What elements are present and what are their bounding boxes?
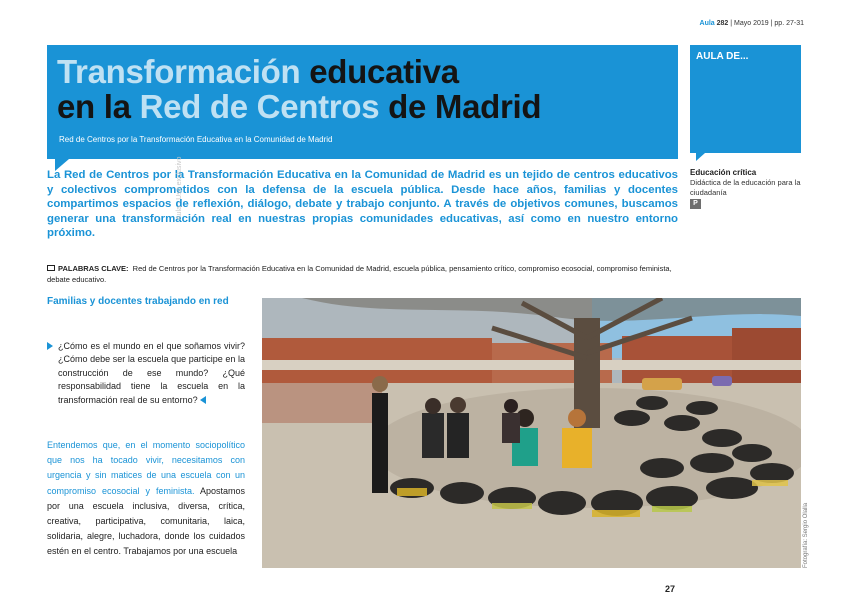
issue-meta: Aula 282 | Mayo 2019 | pp. 27-31 xyxy=(699,20,804,27)
column-heading: Familias y docentes trabajando en red xyxy=(47,296,229,307)
body-paragraph xyxy=(47,438,245,560)
article-subtitle: Red de Centros por la Transformación Educativa en la Comunidad de Madrid xyxy=(59,135,333,144)
quote-open-icon xyxy=(47,342,53,350)
keywords xyxy=(47,264,687,285)
sidebar-badge: P xyxy=(690,199,701,209)
title-part: en la xyxy=(57,88,140,125)
body-rest: Apostamos por una escuela inclusiva, diversa, crítica, creativa, participativa, comunitaria, laica, solidaria, alegre, luchadora, donde los cuidados estén en el centro. Trabajamos por una escuela xyxy=(47,485,245,557)
sidebar-text: Didáctica de la educación para la ciudadanía xyxy=(690,178,801,197)
schoolyard-illustration xyxy=(262,298,801,568)
issue-date: Mayo 2019 xyxy=(734,20,769,27)
lead-paragraph: La Red de Centros por la Transformación Educativa en la Comunidad de Madrid es un tejido de centros educativos y colectivos comprometidos con la defensa de la escuela pública. Desde hace años, familias y docentes compartimos espacios de reflexión, diálogo, debate y trabajo conjunto. A través de objetivos comunes, buscamos generar una transformación real en nuestras propias comunidades educativas, así como en nuestro entorno próximo. xyxy=(47,169,678,239)
photo-credit: Fotografía: Sergio Olalla xyxy=(803,502,809,568)
sidebar-heading: Educación crítica xyxy=(690,168,757,177)
body-highlight: Entendemos que, en el momento sociopolítico que nos ha tocado vivir, necesitamos con urgencia y sin matices de una escuela con un compromiso ecosocial y feminista. xyxy=(47,440,245,496)
keywords-icon xyxy=(47,265,55,271)
title-banner xyxy=(47,45,678,159)
question-text: ¿Cómo es el mundo en el que soñamos vivir? ¿Cómo debe ser la escuela que participe en la construcción de ese mundo? ¿Qué responsabilidad tiene la escuela en la transformación real de su entorno? xyxy=(58,341,245,405)
article-title xyxy=(57,54,541,124)
section-banner xyxy=(690,45,801,153)
keywords-label: PALABRAS CLAVE: xyxy=(58,264,129,273)
title-part: de Madrid xyxy=(379,88,542,125)
keywords-text: Red de Centros por la Transformación Educativa en la Comunidad de Madrid, escuela pública, pensamiento crítico, compromiso ecosocial, compromiso feminista, debate educativo. xyxy=(47,264,672,284)
issue-number: 282 xyxy=(716,20,729,27)
title-part: Red de Centros xyxy=(139,88,380,125)
title-part: Transformación xyxy=(57,53,301,90)
intro-question xyxy=(58,340,245,407)
article-photo xyxy=(262,298,801,568)
watermark: Aula · Uso exclusivo xyxy=(176,156,183,220)
page-number: 27 xyxy=(665,584,676,594)
quote-close-icon xyxy=(200,396,206,404)
magazine-name: Aula xyxy=(699,20,715,27)
section-label: AULA DE... xyxy=(696,51,749,62)
issue-pages: pp. 27-31 xyxy=(774,20,804,27)
title-part: educativa xyxy=(300,53,459,90)
